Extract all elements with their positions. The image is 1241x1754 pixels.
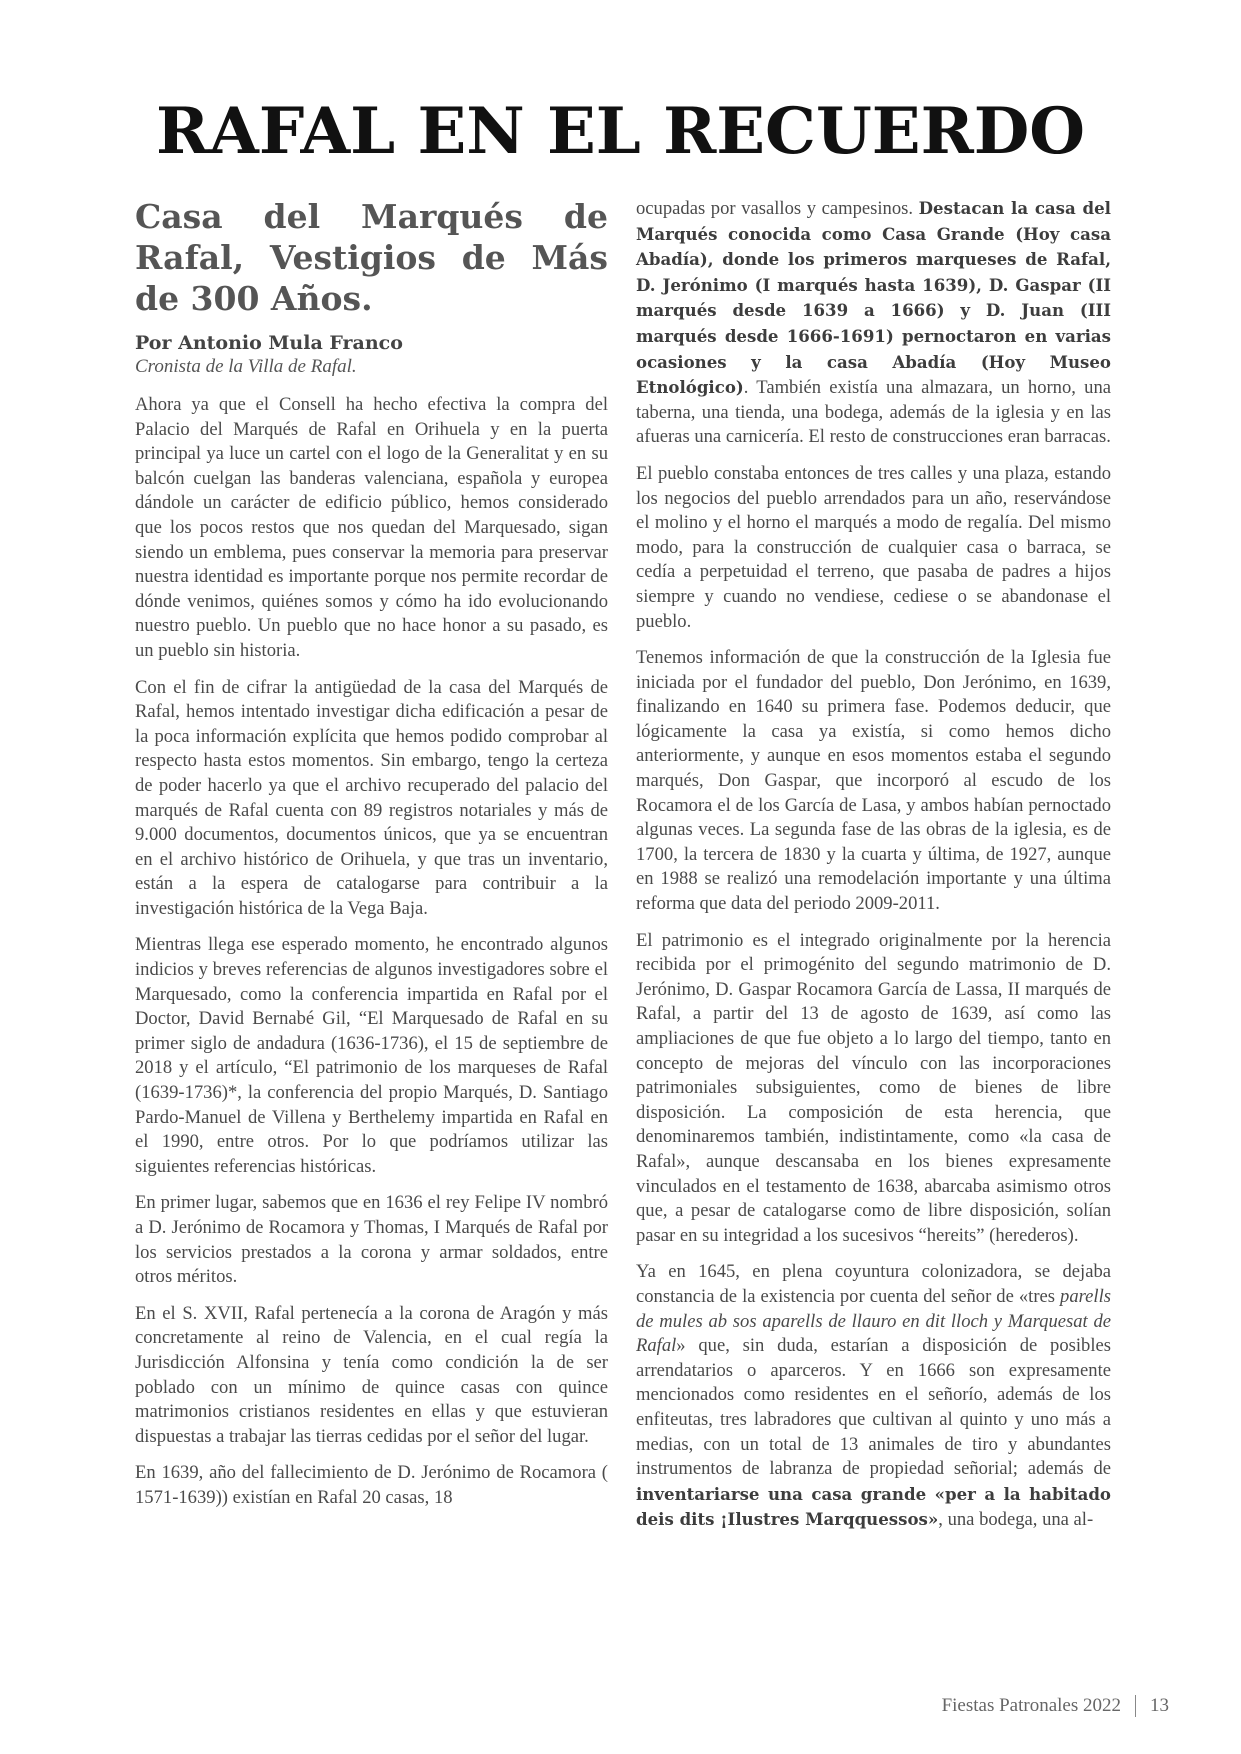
paragraph-text: Ya en 1645, en plena coyuntura colonizadora, se dejaba constancia de la existencia por cuenta del señor de «tres: [636, 1261, 1111, 1307]
article-title: Casa del Marqués de Rafal, Vestigios de Más de 300 Años.: [135, 197, 608, 318]
paragraph: El pueblo constaba entonces de tres calles y una plaza, estando los negocios del pueblo arrendados para un año, reservándose el molino y el horno el marqués a modo de regalía. Del mismo modo, para la construcción de cualquier casa o barraca, se cedía a perpetuidad el terreno, que pasaba de padres a hijos siempre y cuando no vendiese, cediese o se abandonase el pueblo.: [636, 462, 1111, 632]
paragraph-text: . También existía una almazara, un horno, una taberna, una tienda, una bodega, además de la iglesia y en las afueras una carnicería. El resto de construcciones eran barracas.: [636, 377, 1111, 448]
page-number: 13: [1150, 1695, 1169, 1716]
paragraph: Ahora ya que el Consell ha hecho efectiva la compra del Palacio del Marqués de Rafal en Orihuela y en la puerta principal ya luce un cartel con el logo de la Generalitat y en su balcón cuelgan las banderas valenciana, española y europea dándole un carácter de edificio público, hemos considerado que los pocos restos que nos quedan del Marquesado, sigan siendo un emblema, pues conservar la memoria para preservar nuestra identidad es importante porque nos permite recordar de dónde venimos, quiénes somos y cómo ha ido evolucionando nuestro pueblo. Un pueblo que no hace honor a su pasado, es un pueblo sin historia.: [135, 394, 608, 661]
paragraph: En primer lugar, sabemos que en 1636 el rey Felipe IV nombró a D. Jerónimo de Rocamora y Thomas, I Marqués de Rafal por los servicios prestados a la corona y armar soldados, entre otros méritos.: [135, 1192, 608, 1288]
footer-divider: [1135, 1695, 1136, 1717]
italic-text: parells de mules ab sos aparells de llauro en dit lloch y Marquesat de Rafal: [636, 1285, 1111, 1357]
publication-name: Fiestas Patronales 2022: [941, 1695, 1121, 1716]
paragraph-text: , una bodega, una al-: [938, 1509, 1094, 1531]
paragraph: [636, 1260, 1111, 1533]
paragraph: Tenemos información de que la construcción de la Iglesia fue iniciada por el fundador del pueblo, Don Jerónimo, en 1639, finalizando en 1640 su primera fase. Podemos deducir, que lógicamente la casa ya existía, si como hemos dicho anteriormente, y aunque en esos momentos estaba el segundo marqués, Don Gaspar, que incorporó al escudo de los Rocamora el de los García de Lasa, y ambos habían pernoctado algunas veces. La segunda fase de las obras de la iglesia, es de 1700, la tercera de 1830 y la cuarta y última, de 1927, aunque en 1988 se realizó una remodelación importante y una última reforma que data del periodo 2009-2011.: [636, 647, 1111, 915]
paragraph: Mientras llega ese esperado momento, he encontrado algunos indicios y breves referencias de algunos investigadores sobre el Marquesado, como la conferencia impartida en Rafal por el Doctor, David Bernabé Gil, “El Marquesado de Rafal en su primer siglo de andadura (1636-1736), el 15 de septiembre de 2018 y el artículo, “El patrimonio de los marqueses de Rafal (1639-1736)*, la conferencia del propio Marqués, D. Santiago Pardo-Manuel de Villena y Berthelemy impartida en Rafal en el 1990, entre otros. Por lo que podríamos utilizar las siguientes referencias históricas.: [135, 934, 608, 1177]
paragraph: En 1639, año del fallecimiento de D. Jerónimo de Rocamora ( 1571-1639)) existían en Rafal 20 casas, 18: [135, 1462, 608, 1508]
left-column: [135, 196, 608, 1523]
right-column: [636, 196, 1111, 1545]
paragraph-text: ocupadas por vasallos y campesinos.: [636, 198, 919, 219]
paragraph-text: » que, sin duda, estarían a disposición de posibles arrendatarios o aparceros. Y en 1666 son expresamente mencionados como residentes en el señorío, además de los enfiteutas, tres labradores que cultivan al quinto y uno más a medias, con un total de 13 animales de tiro y abundantes instrumentos de labranza de propiedad señorial; además de: [636, 1335, 1111, 1480]
paragraph: [636, 196, 1111, 450]
paragraph: El patrimonio es el integrado originalmente por la herencia recibida por el primogénito del segundo matrimonio de D. Jerónimo, D. Gaspar Rocamora García de Lassa, II marqués de Rafal, a partir del 13 de agosto de 1639, así como las ampliaciones de que fue objeto a lo largo del tiempo, tanto en concepto de mejoras del vínculo con las incorporaciones patrimoniales subsiguientes, como de bienes de libre disposición. La composición de esta herencia, que denominaremos también, indistintamente, como «la casa de Rafal», aunque descansaba en los bienes expresamente vinculados en el testamento de 1638, abarcaba asimismo otros que, a pesar de catalogarse como de libre disposición, solían pasar en su integridad a los sucesivos “hereits” (herederos).: [636, 929, 1111, 1246]
bold-text: Destacan la casa del Marqués conocida como Casa Grande (Hoy casa Abadía), donde los primeros marqueses de Rafal, D. Jerónimo (I marqués hasta 1639), D. Gaspar (II marqués desde 1639 a 1666) y D. Juan (III marqués desde 1666-1691) pernoctaron en varias ocasiones y la casa Abadía (Hoy Museo Etnológico): [636, 198, 1111, 398]
page-title: RAFAL EN EL RECUERDO: [155, 94, 1086, 169]
author-role: Cronista de la Villa de Rafal.: [135, 356, 357, 377]
bold-text: inventariarse una casa grande «per a la habitado deis dits ¡Ilustres Marqquessos»: [636, 1483, 1111, 1530]
paragraph: En el S. XVII, Rafal pertenecía a la corona de Aragón y más concretamente al reino de Valencia, en el cual regía la Jurisdicción Alfonsina y tenía como condición la de ser poblado con un mínimo de quince casas con quince matrimonios cristianos residentes en ellas y que estuvieran dispuestas a trabajar las tierras cedidas por el señor del lugar.: [135, 1302, 608, 1447]
article-author: Por Antonio Mula Franco: [135, 332, 403, 354]
page-footer: [942, 1695, 1169, 1717]
paragraph: Con el fin de cifrar la antigüedad de la casa del Marqués de Rafal, hemos intentado investigar dicha edificación a pesar de la poca información explícita que hemos podido comprobar al respecto hasta estos momentos. Sin embargo, tengo la certeza de poder hacerlo ya que el archivo recuperado del palacio del marqués de Rafal cuenta con 89 registros notariales y más de 9.000 documentos, documentos únicos, que ya se encuentran en el archivo histórico de Orihuela, y que tras un inventario, están a la espera de catalogarse para contribuir a la investigación histórica de la Vega Baja.: [135, 676, 608, 919]
